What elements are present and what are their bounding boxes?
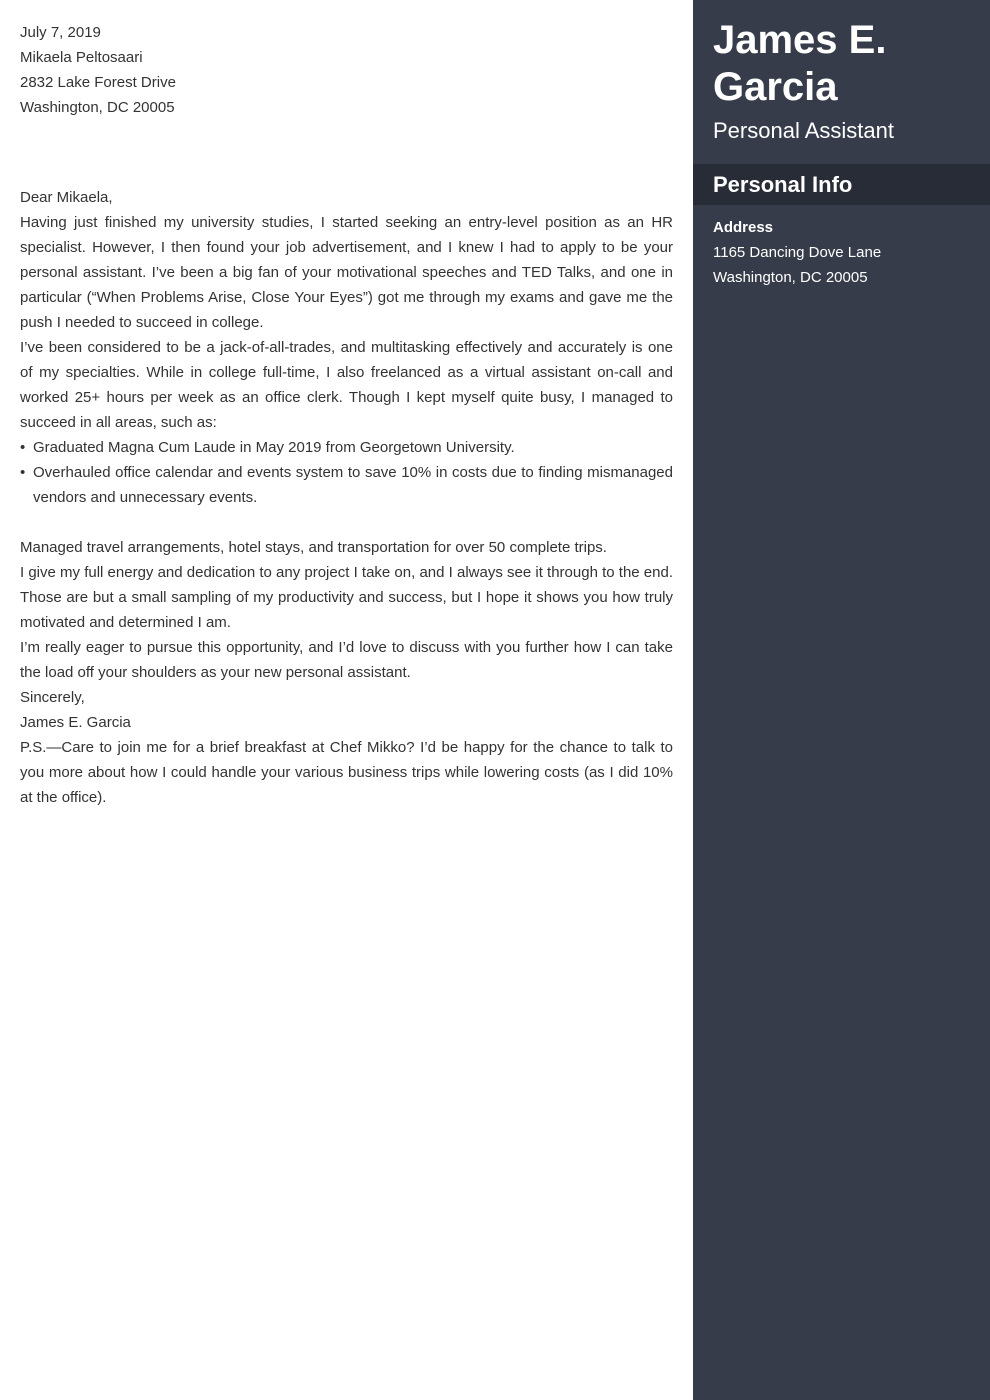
applicant-name-line-2: Garcia (713, 65, 838, 109)
letter-paragraph-4: I give my full energy and dedication to any project I take on, and I always see it through to the end. Those are but a small sampling of my productivity and success, but I hope it shows you how truly motivated and determined I am. (20, 564, 673, 631)
address-label: Address (713, 219, 774, 236)
letter-paragraph-5: I’m really eager to pursue this opportunity, and I’d love to discuss with you further how I can take the load off your shoulders as your new personal assistant. (20, 639, 673, 681)
bullet-icon: • (20, 464, 26, 481)
achievement-text: Graduated Magna Cum Laude in May 2019 from Georgetown University. (33, 439, 515, 456)
achievement-item (20, 435, 673, 460)
achievement-text: Overhauled office calendar and events system to save 10% in costs due to finding mismanaged vendors and unnecessary events. (33, 464, 673, 506)
achievement-item (20, 460, 673, 510)
personal-info-content (693, 205, 990, 290)
address-line-1: 1165 Dancing Dove Lane (713, 244, 882, 261)
applicant-job-title: Personal Assistant (713, 118, 894, 143)
section-title: Personal Info (713, 171, 853, 197)
sidebar (693, 0, 990, 1400)
applicant-name-line-1: James E. (713, 18, 887, 62)
applicant-name (713, 17, 970, 111)
letter-paragraph-3: Managed travel arrangements, hotel stays, and transportation for over 50 complete trips. (20, 539, 607, 556)
recipient-name: Mikaela Peltosaari (20, 49, 143, 66)
letter-paragraph-1: Having just finished my university studies, I started seeking an entry-level position as an HR specialist. However, I then found your job advertisement, and I knew I had to apply to be your personal assistant. I’ve been a big fan of your motivational speeches and TED Talks, and one in particular (“When Problems Arise, Close Your Eyes”) got me through my exams and gave me the push I needed to succeed in college. (20, 214, 673, 331)
letter-date: July 7, 2019 (20, 24, 101, 41)
address-line-2: Washington, DC 20005 (713, 269, 868, 286)
bullet-icon: • (20, 439, 26, 456)
recipient-address-block (20, 45, 673, 120)
recipient-street: 2832 Lake Forest Drive (20, 74, 176, 91)
letter-postscript: P.S.—Care to join me for a brief breakfast at Chef Mikko? I’d be happy for the chance to talk to you more about how I could handle your various business trips while lowering costs (as I did 10% at the office). (20, 739, 673, 806)
sidebar-header (693, 0, 990, 145)
letter-closing: Sincerely, (20, 689, 85, 706)
recipient-city: Washington, DC 20005 (20, 99, 175, 116)
letter-paragraph-2: I’ve been considered to be a jack-of-all-trades, and multitasking effectively and accurately is one of my specialties. While in college full-time, I also freelanced as a virtual assistant on-call and worked 25+ hours per week as an office clerk. Though I kept myself quite busy, I managed to succeed in all areas, such as: (20, 339, 673, 431)
achievements-list (20, 435, 673, 510)
personal-info-section-header (693, 164, 990, 205)
letter-signature: James E. Garcia (20, 714, 131, 731)
letter-greeting: Dear Mikaela, (20, 189, 113, 206)
